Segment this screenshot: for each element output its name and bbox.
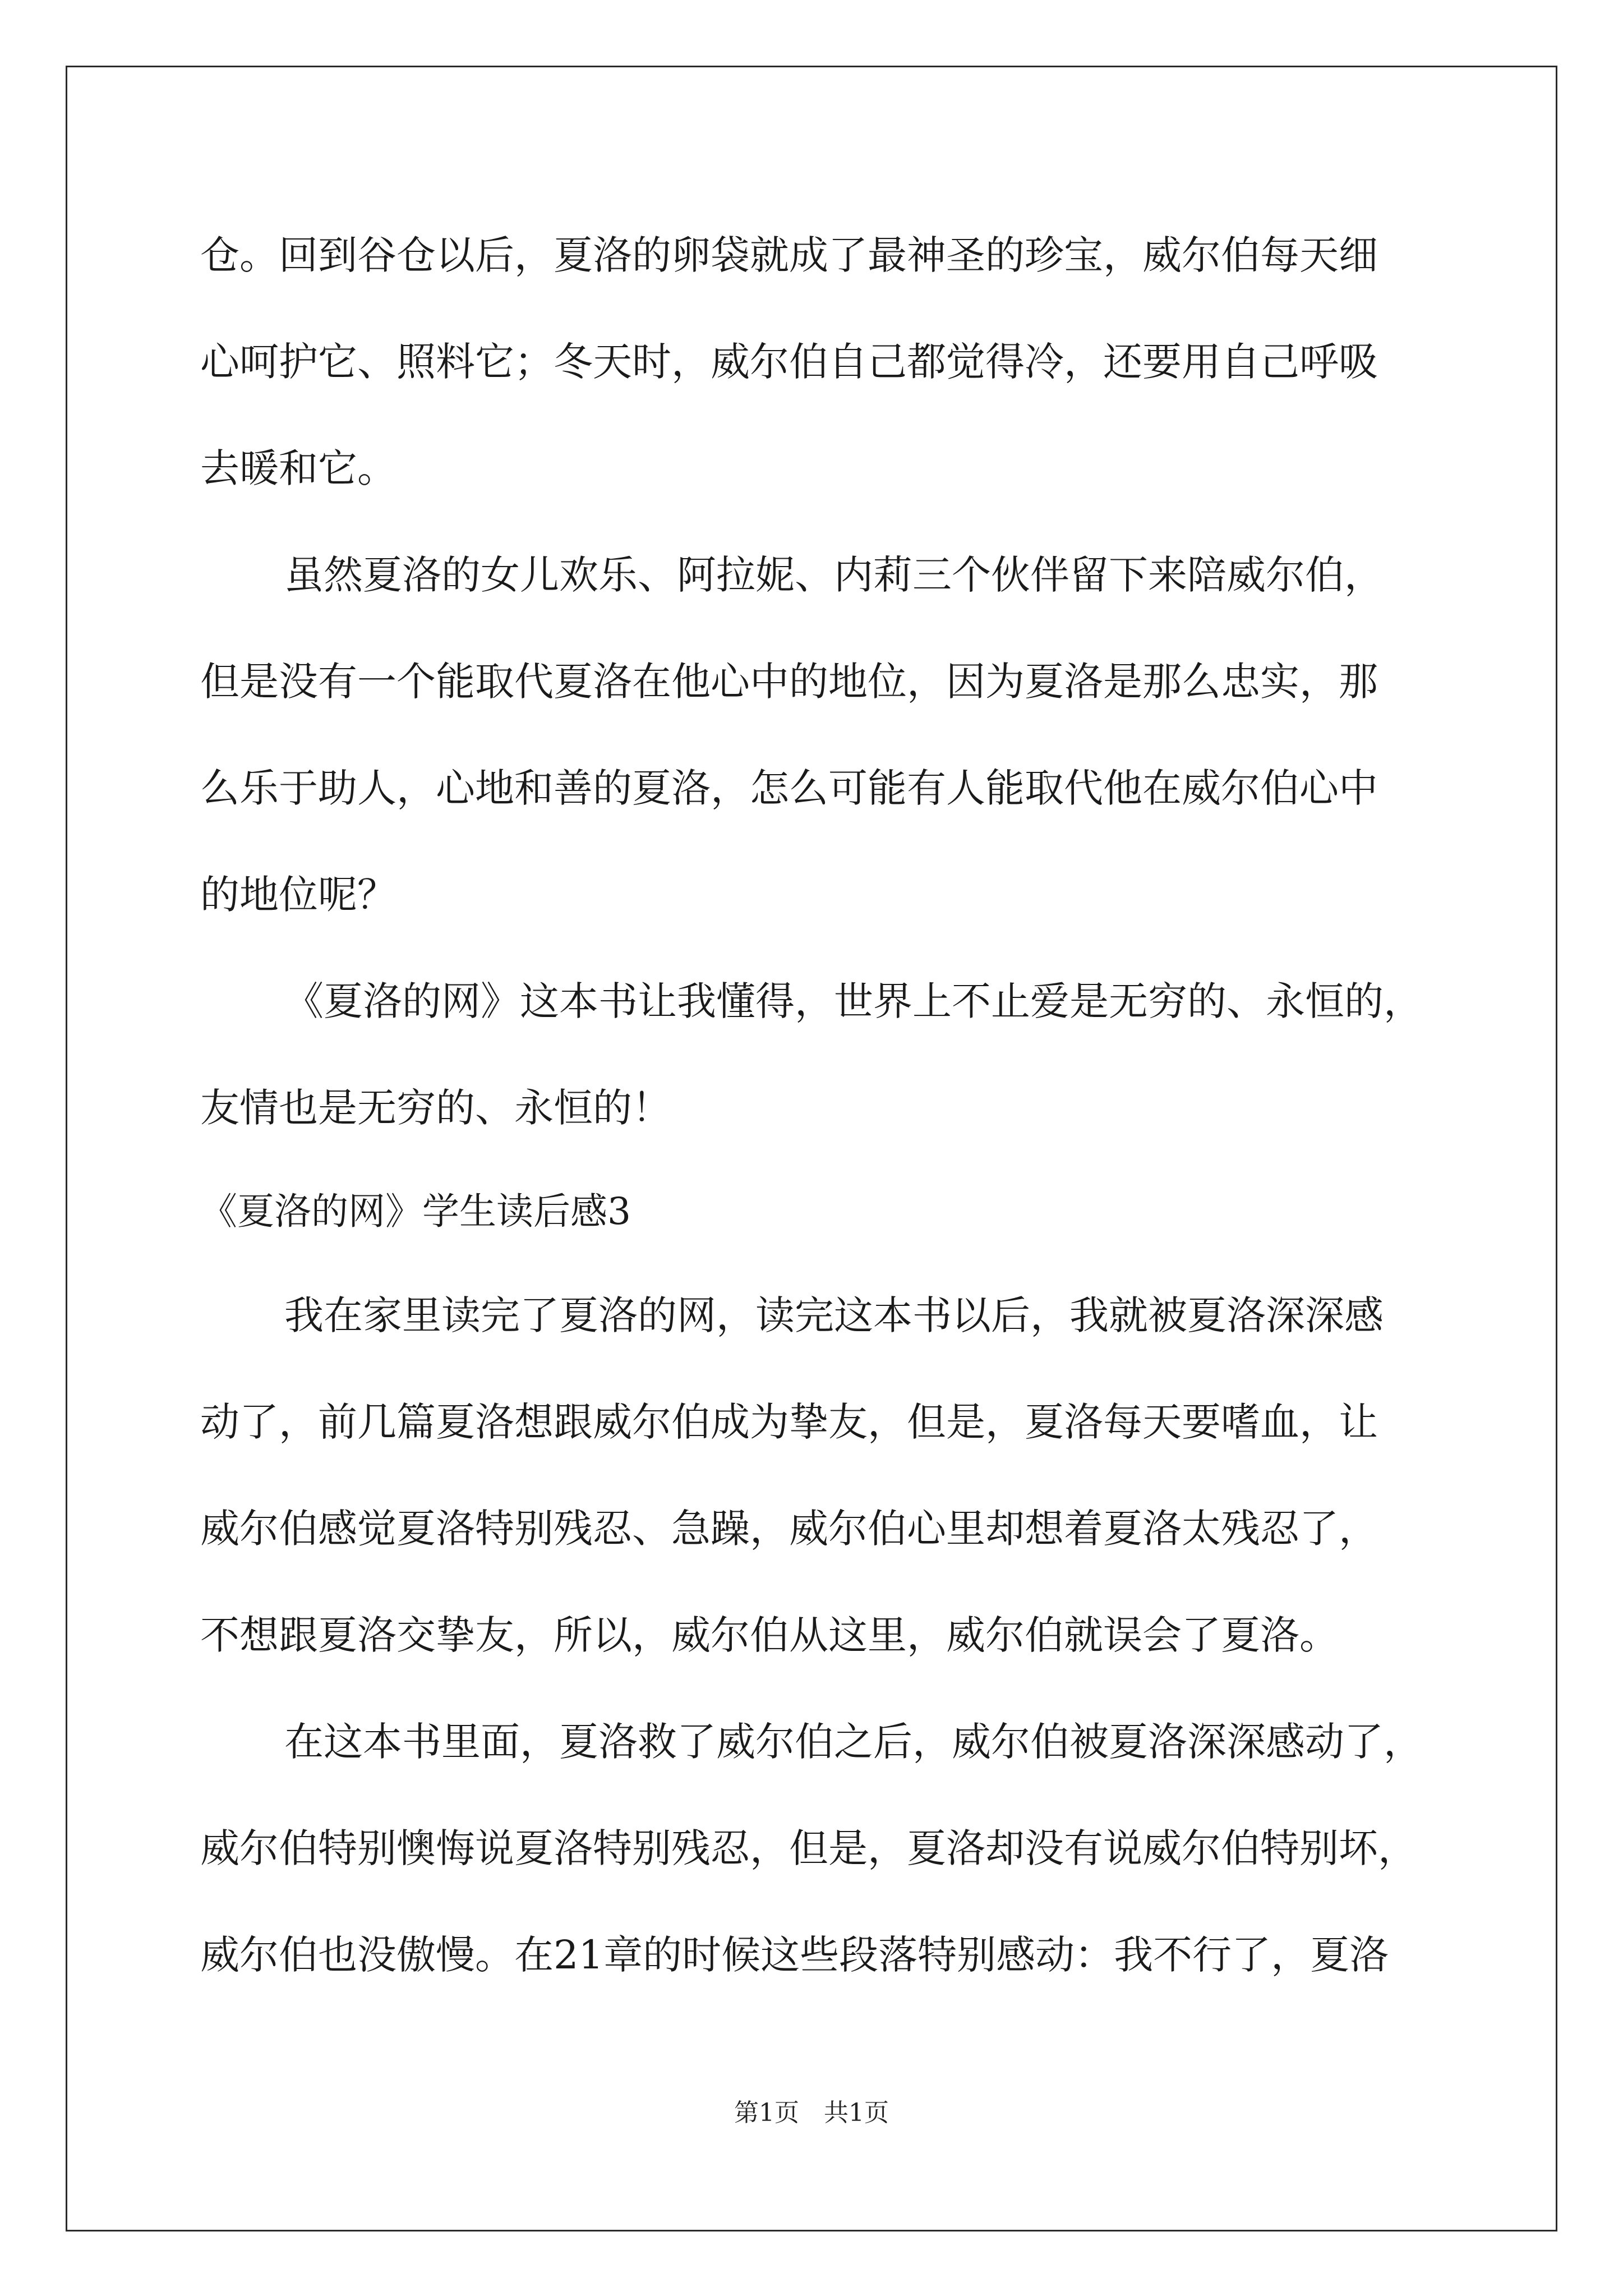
- text-line: 心呵护它、照料它；冬天时，威尔伯自己都觉得冷，还要用自己呼吸: [200, 339, 1378, 385]
- page-footer: 第1页 共1页: [734, 2099, 889, 2127]
- text-line: 去暖和它。: [200, 445, 396, 491]
- text-line: 不想跟夏洛交挚友，所以，威尔伯从这里，威尔伯就误会了夏洛。: [200, 1612, 1339, 1658]
- paragraph-first-line: 《夏洛的网》这本书让我懂得，世界上不止爱是无穷的、永恒的，: [284, 978, 1423, 1024]
- paragraph-first-line: 在这本书里面，夏洛救了威尔伯之后，威尔伯被夏洛深深感动了，: [284, 1719, 1423, 1765]
- text-line: 威尔伯也没傲慢。在21章的时候这些段落特别感动：我不行了，夏洛: [200, 1932, 1389, 1978]
- text-line: 威尔伯感觉夏洛特别残忍、急躁，威尔伯心里却想着夏洛太残忍了，: [200, 1506, 1378, 1552]
- text-line: 动了，前几篇夏洛想跟威尔伯成为挚友，但是，夏洛每天要嗜血，让: [200, 1399, 1378, 1445]
- text-line: 但是没有一个能取代夏洛在他心中的地位，因为夏洛是那么忠实，那: [200, 659, 1378, 705]
- text-line: 友情也是无穷的、永恒的！: [200, 1085, 671, 1131]
- paragraph-first-line: 虽然夏洛的女儿欢乐、阿拉妮、内莉三个伙伴留下来陪威尔伯，: [284, 552, 1384, 598]
- text-line: 么乐于助人，心地和善的夏洛，怎么可能有人能取代他在威尔伯心中: [200, 765, 1378, 811]
- paragraph-first-line: 我在家里读完了夏洛的网，读完这本书以后，我就被夏洛深深感: [284, 1292, 1384, 1338]
- text-line: 的地位呢？: [200, 872, 396, 918]
- section-title: 《夏洛的网》学生读后感3: [200, 1190, 631, 1233]
- text-line: 威尔伯特别懊悔说夏洛特别残忍，但是，夏洛却没有说威尔伯特别坏，: [200, 1825, 1417, 1871]
- document-body: [200, 202, 1434, 2008]
- text-line: 仓。回到谷仓以后，夏洛的卵袋就成了最神圣的珍宝，威尔伯每天细: [200, 232, 1378, 278]
